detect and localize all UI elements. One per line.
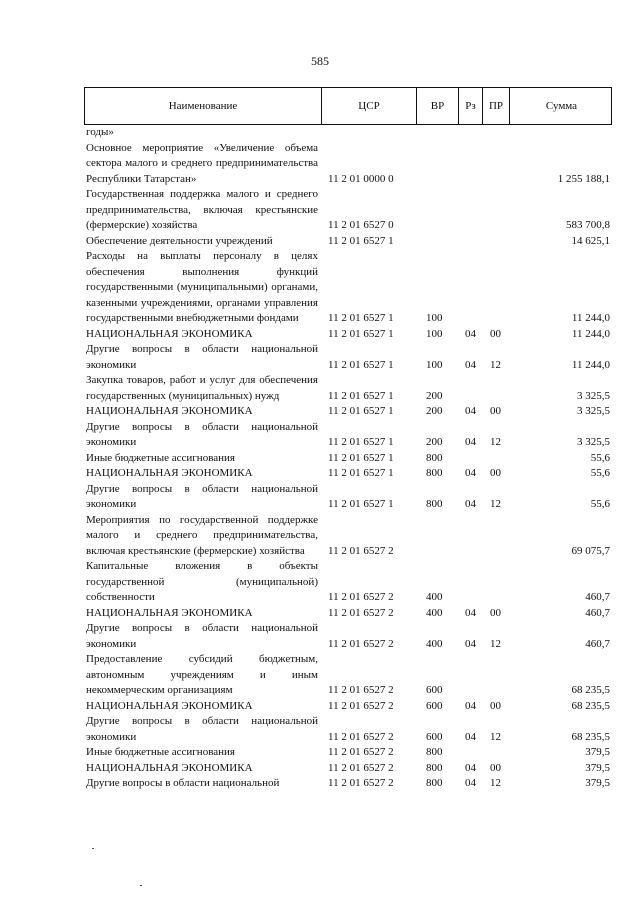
row-rz: 04 — [465, 436, 476, 448]
row-sum: 3 325,5 — [577, 436, 610, 448]
row-csr: 11 2 01 6527 1 — [328, 234, 394, 247]
row-rz: 04 — [465, 699, 476, 712]
row-rz: 04 — [465, 606, 476, 619]
row-rz: 04 — [465, 761, 476, 774]
row-vr: 800 — [426, 761, 443, 774]
row-sum: 68 235,5 — [571, 684, 610, 696]
row-csr: 11 2 01 0000 0 — [328, 172, 394, 185]
row-vr: 400 — [426, 606, 443, 619]
row-name: годы» — [86, 126, 114, 138]
row-name: НАЦИОНАЛЬНАЯ ЭКОНОМИКА — [86, 699, 253, 712]
row-pr: 12 — [490, 498, 501, 510]
row-name: Основное мероприятие «Увеличение объема сектора малого и среднего предпринимательства Республики Татарстан» — [86, 141, 318, 185]
row-name: НАЦИОНАЛЬНАЯ ЭКОНОМИКА — [86, 405, 253, 417]
row-rz: 04 — [465, 467, 476, 479]
table-row — [84, 466, 612, 482]
row-vr: 800 — [426, 746, 443, 758]
table-header — [84, 87, 612, 125]
table-body — [84, 125, 612, 792]
row-name: Иные бюджетные ассигнования — [86, 451, 235, 464]
table-row — [84, 482, 612, 513]
table-row — [84, 621, 612, 652]
row-vr: 400 — [426, 637, 443, 650]
row-csr: 11 2 01 6527 0 — [328, 219, 394, 231]
row-pr: 00 — [490, 606, 501, 619]
row-sum: 460,7 — [585, 637, 610, 650]
row-name: НАЦИОНАЛЬНАЯ ЭКОНОМИКА — [86, 327, 253, 340]
table-row — [84, 776, 612, 792]
row-csr: 11 2 01 6527 1 — [328, 467, 394, 479]
row-csr: 11 2 01 6527 1 — [328, 405, 394, 417]
row-name: Другие вопросы в области национальной экономики — [86, 343, 318, 371]
row-rz: 04 — [465, 730, 476, 743]
row-sum: 460,7 — [585, 606, 610, 619]
row-sum: 460,7 — [585, 591, 610, 603]
table-row — [84, 606, 612, 622]
row-name: Другие вопросы в области национальной экономики — [86, 420, 318, 448]
row-sum: 55,6 — [590, 467, 610, 479]
table-row — [84, 714, 612, 745]
row-pr: 00 — [490, 699, 501, 712]
row-csr: 11 2 01 6527 1 — [328, 312, 394, 324]
row-vr: 100 — [426, 327, 443, 340]
header-name: Наименование — [168, 100, 238, 112]
scan-speck — [140, 885, 142, 886]
row-sum: 1 255 188,1 — [557, 172, 610, 185]
row-vr: 400 — [426, 591, 443, 603]
row-name: НАЦИОНАЛЬНАЯ ЭКОНОМИКА — [86, 606, 253, 619]
row-name: Другие вопросы в области национальной экономики — [86, 482, 318, 510]
row-name: Обеспечение деятельности учреждений — [86, 234, 273, 247]
header-rz: Рз — [458, 88, 482, 124]
row-name: Государственная поддержка малого и среднего предпринимательства, включая крестьянские (фермерские) хозяйства — [86, 188, 318, 231]
page-number: 585 — [311, 54, 329, 68]
row-sum: 379,5 — [585, 746, 610, 758]
row-csr: 11 2 01 6527 1 — [328, 327, 394, 340]
row-pr: 00 — [490, 405, 501, 417]
row-csr: 11 2 01 6527 1 — [328, 436, 394, 448]
row-sum: 55,6 — [590, 498, 610, 510]
row-name: Иные бюджетные ассигнования — [86, 746, 235, 758]
header-sum: Сумма — [509, 88, 613, 124]
row-rz: 04 — [465, 777, 476, 789]
row-csr: 11 2 01 6527 1 — [328, 389, 394, 402]
table-row — [84, 373, 612, 404]
row-csr: 11 2 01 6527 2 — [328, 637, 394, 650]
row-name: Другие вопросы в области национальной — [86, 777, 280, 789]
table-row — [84, 652, 612, 699]
row-csr: 11 2 01 6527 2 — [328, 699, 394, 712]
row-vr: 200 — [426, 436, 443, 448]
row-sum: 55,6 — [590, 451, 610, 464]
row-sum: 68 235,5 — [571, 699, 610, 712]
row-csr: 11 2 01 6527 2 — [328, 761, 394, 774]
row-name: НАЦИОНАЛЬНАЯ ЭКОНОМИКА — [86, 467, 253, 479]
table-row — [84, 699, 612, 715]
row-csr: 11 2 01 6527 2 — [328, 730, 394, 743]
row-csr: 11 2 01 6527 2 — [328, 544, 394, 557]
table-row — [84, 559, 612, 606]
row-pr: 00 — [490, 467, 501, 479]
row-sum: 69 075,7 — [571, 544, 610, 557]
row-pr: 12 — [490, 637, 501, 650]
row-sum: 11 244,0 — [571, 312, 610, 324]
row-name: НАЦИОНАЛЬНАЯ ЭКОНОМИКА — [86, 761, 253, 774]
header-vr: ВР — [416, 88, 458, 124]
row-name: Другие вопросы в области национальной экономики — [86, 715, 318, 743]
row-vr: 600 — [426, 699, 443, 712]
row-vr: 800 — [426, 451, 443, 464]
row-pr: 00 — [490, 761, 501, 774]
row-pr: 12 — [490, 777, 501, 789]
row-name: Расходы на выплаты персоналу в целях обеспечения выполнения функций государственными (муниципальными) органами, казенными учреждениями, органами управления государственными внебюджетными фондами — [86, 250, 318, 324]
table-row — [84, 404, 612, 420]
row-csr: 11 2 01 6527 1 — [328, 498, 394, 510]
row-rz: 04 — [465, 327, 476, 340]
row-pr: 00 — [490, 327, 501, 340]
row-csr: 11 2 01 6527 1 — [328, 451, 394, 464]
row-sum: 3 325,5 — [577, 405, 610, 417]
row-name: Закупка товаров, работ и услуг для обеспечения государственных (муниципальных) нужд — [86, 374, 318, 402]
row-csr: 11 2 01 6527 2 — [328, 684, 394, 696]
row-sum: 14 625,1 — [571, 234, 610, 247]
table-row — [84, 745, 612, 761]
table-row — [84, 513, 612, 560]
row-csr: 11 2 01 6527 1 — [328, 358, 394, 371]
table-row — [84, 342, 612, 373]
row-vr: 200 — [426, 389, 443, 402]
row-vr: 600 — [426, 730, 443, 743]
row-name: Мероприятия по государственной поддержке малого и среднего предпринимательства, включая крестьянские (фермерские) хозяйства — [86, 513, 318, 557]
row-rz: 04 — [465, 637, 476, 650]
row-rz: 04 — [465, 405, 476, 417]
row-pr: 12 — [490, 436, 501, 448]
row-name: Другие вопросы в области национальной экономики — [86, 622, 318, 650]
row-vr: 100 — [426, 358, 443, 371]
row-vr: 800 — [426, 777, 443, 789]
row-csr: 11 2 01 6527 2 — [328, 591, 394, 603]
table-row — [84, 420, 612, 451]
row-rz: 04 — [465, 498, 476, 510]
row-csr: 11 2 01 6527 2 — [328, 746, 394, 758]
row-sum: 3 325,5 — [577, 389, 610, 402]
table-row — [84, 125, 612, 141]
table-row — [84, 249, 612, 327]
table-row — [84, 234, 612, 250]
row-csr: 11 2 01 6527 2 — [328, 777, 394, 789]
row-name: Капитальные вложения в объекты государственной (муниципальной) собственности — [86, 560, 318, 603]
row-rz: 04 — [465, 358, 476, 371]
row-sum: 379,5 — [585, 761, 610, 774]
row-name: Предоставление субсидий бюджетным, автономным учреждениям и иным некоммерческим организациям — [86, 653, 318, 696]
row-sum: 379,5 — [585, 777, 610, 789]
row-sum: 11 244,0 — [571, 358, 610, 371]
row-vr: 200 — [426, 405, 443, 417]
row-csr: 11 2 01 6527 2 — [328, 606, 394, 619]
row-pr: 12 — [490, 358, 501, 371]
row-vr: 600 — [426, 684, 443, 696]
row-sum: 583 700,8 — [566, 219, 610, 231]
scan-speck — [92, 848, 94, 849]
header-csr: ЦСР — [321, 88, 416, 124]
row-vr: 800 — [426, 467, 443, 479]
row-sum: 11 244,0 — [571, 327, 610, 340]
row-vr: 800 — [426, 498, 443, 510]
row-pr: 12 — [490, 730, 501, 743]
row-vr: 100 — [426, 312, 443, 324]
table-row — [84, 141, 612, 188]
table-row — [84, 327, 612, 343]
header-pr: ПР — [482, 88, 509, 124]
table-row — [84, 187, 612, 234]
table-row — [84, 451, 612, 467]
row-sum: 68 235,5 — [571, 730, 610, 743]
table-row — [84, 761, 612, 777]
